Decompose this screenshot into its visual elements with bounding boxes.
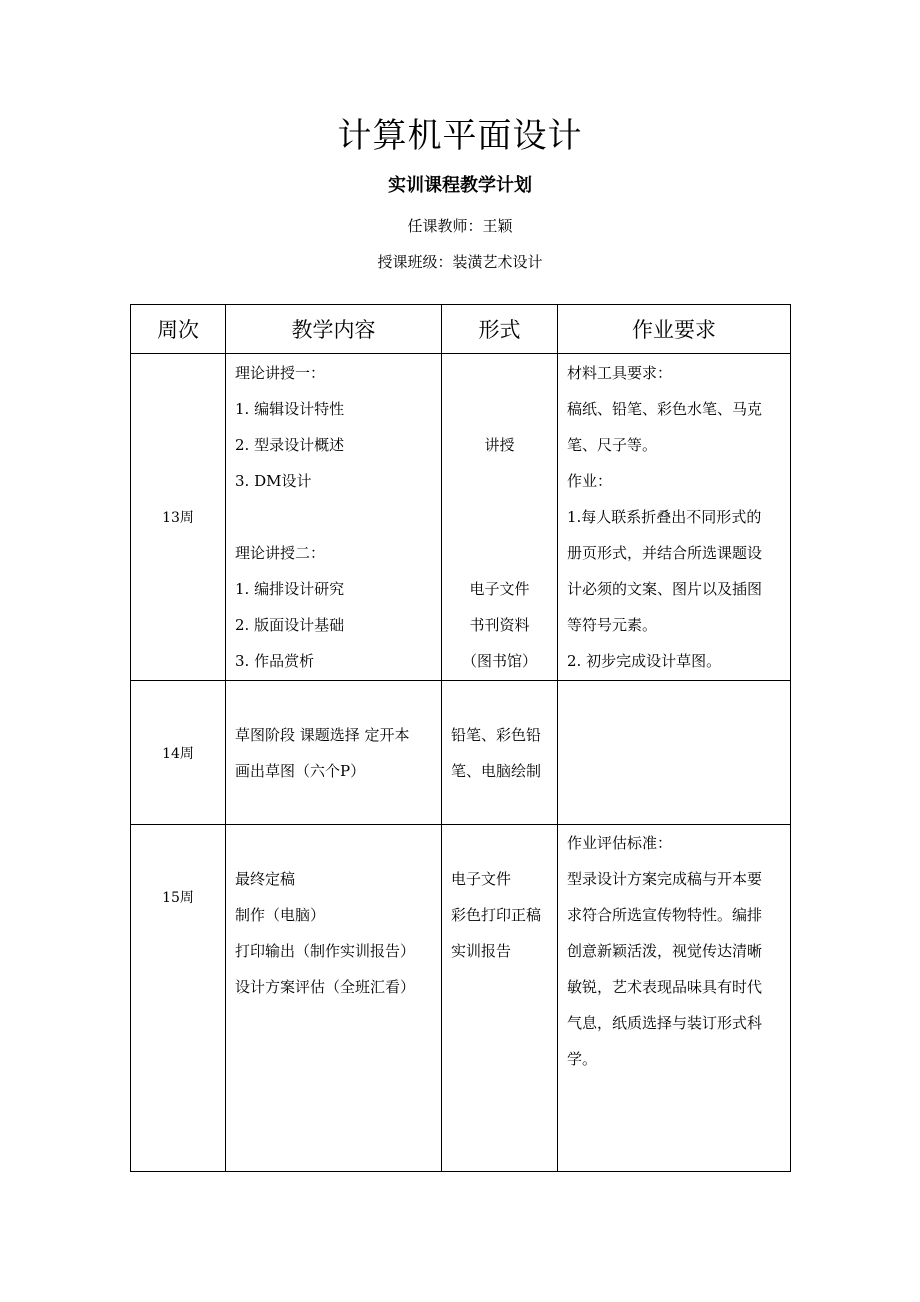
week-cell: 14周 [131,681,226,825]
form-line: 书刊资料 [469,616,530,634]
homework-cell [558,825,791,1172]
form-cell [442,681,558,825]
homework-line: 计必须的文案、图片以及插图 [567,580,763,598]
content-cell [226,681,442,825]
form-spacer [442,463,557,499]
homework-cell [558,354,791,681]
form-line: 电子文件 [469,580,530,598]
form-cell [442,825,558,1172]
content-cell [226,825,442,1172]
table-row [131,681,791,825]
form-line: 笔、电脑绘制 [451,761,542,780]
table-header-row [131,305,791,354]
header-form: 形式 [442,305,558,354]
content-line: 2. 型录设计概述 [235,436,345,454]
content-line: 最终定稿 [235,870,296,888]
content-line: 理论讲授二： [235,544,326,562]
form-line: 实训报告 [451,942,512,960]
content-line: 3. DM设计 [235,472,312,490]
form-line: 铅笔、彩色铅 [451,725,542,744]
content-line: 设计方案评估（全班汇看） [235,978,416,996]
homework-line: 等符号元素。 [567,616,658,634]
homework-line: 笔、尺子等。 [567,436,658,454]
table-row [131,354,791,681]
form-line: 彩色打印正稿 [451,906,542,924]
homework-line: 2. 初步完成设计草图。 [567,652,722,670]
content-line: 1. 编排设计研究 [235,580,345,598]
content-spacer [235,499,441,535]
week-cell: 13周 [131,354,226,681]
form-line: （图书馆） [461,652,537,670]
content-line: 3. 作品赏析 [235,652,315,670]
homework-cell [558,681,791,825]
homework-line: 求符合所选宣传物特性。编排 [567,906,763,924]
teaching-plan-table [130,304,791,1172]
homework-line: 型录设计方案完成稿与开本要 [567,870,763,888]
header-content: 教学内容 [226,305,442,354]
content-line: 画出草图（六个P） [235,761,366,780]
form-spacer [442,391,557,427]
homework-line: 作业评估标准： [567,834,673,852]
form-line: 电子文件 [451,870,512,888]
document-title: 计算机平面设计 [337,116,583,156]
homework-line: 册页形式，并结合所选课题设 [567,544,763,562]
header-homework: 作业要求 [558,305,791,354]
header-week: 周次 [131,305,226,354]
homework-line: 气息，纸质选择与装订形式科 [567,1014,763,1032]
teacher-line: 任课教师：王颖 [407,217,513,235]
content-line: 制作（电脑） [235,906,326,924]
document-subtitle: 实训课程教学计划 [388,175,532,196]
homework-line: 稿纸、铅笔、彩色水笔、马克 [567,400,763,418]
form-spacer [442,355,557,391]
form-spacer [442,535,557,571]
content-line: 草图阶段 课题选择 定开本 [235,725,410,744]
homework-line: 敏锐，艺术表现品味具有时代 [567,978,763,996]
content-line: 打印输出（制作实训报告） [235,942,416,960]
content-line: 1. 编辑设计特性 [235,400,345,418]
form-cell [442,354,558,681]
homework-line: 材料工具要求： [567,364,673,382]
content-line: 2. 版面设计基础 [235,616,345,634]
content-line: 理论讲授一： [235,364,326,382]
content-cell [226,354,442,681]
week-cell: 15周 [131,825,226,1172]
class-line: 授课班级：装潢艺术设计 [377,253,543,271]
homework-line: 创意新颖活泼，视觉传达清晰 [567,942,763,960]
homework-line: 1.每人联系折叠出不同形式的 [567,508,762,526]
form-spacer [442,499,557,535]
form-line: 讲授 [484,436,515,454]
homework-line: 作业： [567,472,613,490]
homework-line: 学。 [567,1050,598,1068]
table-row [131,825,791,1172]
